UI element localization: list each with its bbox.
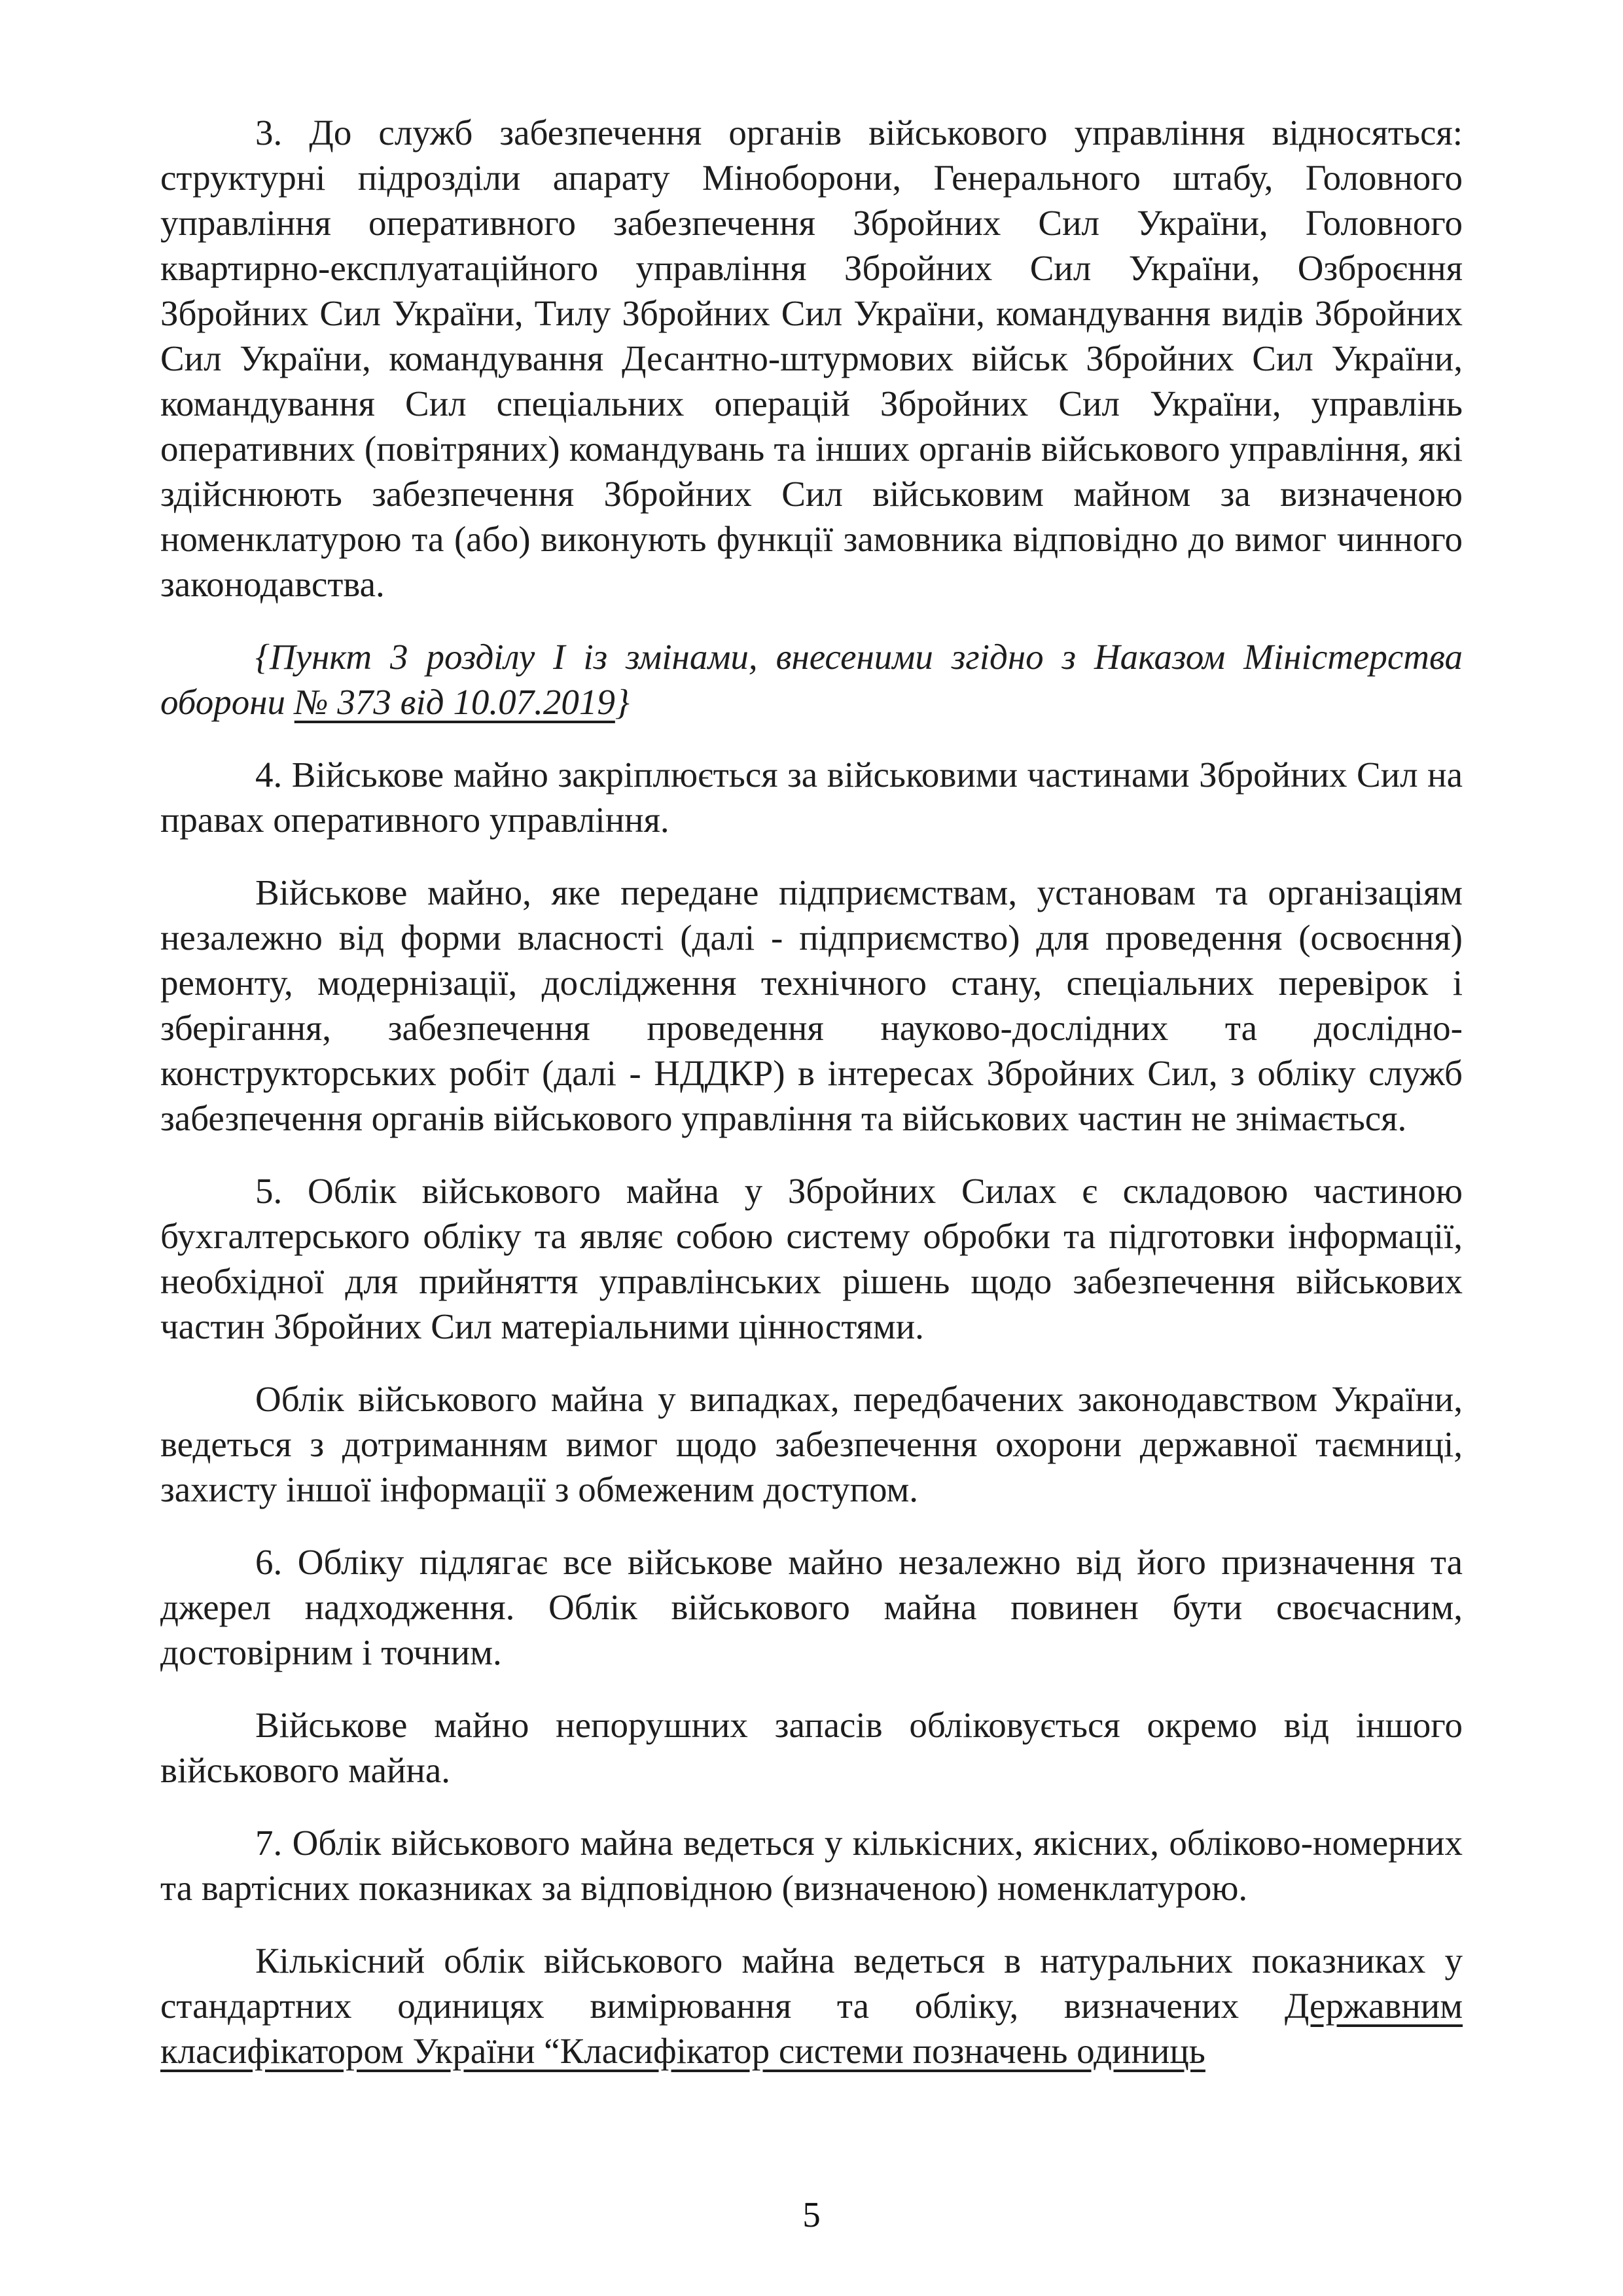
paragraph-4 [160, 752, 1463, 842]
paragraph-5-cont [160, 1376, 1463, 1512]
paragraph-4-cont [160, 870, 1463, 1141]
paragraph-7 [160, 1820, 1463, 1910]
text-run: Військове майно, яке передане підприємствам, установам та організаціям незалежно від форми власності (далі - підприємство) для проведення (освоєння) ремонту, модернізації, дослідження технічного стану, спеціальних перевірок і зберігання, забезпечення проведення науково-дослідних та дослідно-конструкторських робіт (далі - НДДКР) в інтересах Збройних Сил, з обліку служб забезпечення органів військового управління та військових частин не знімається. [160, 872, 1463, 1138]
paragraph-6 [160, 1539, 1463, 1675]
paragraph-5 [160, 1168, 1463, 1349]
text-run: 4. Військове майно закріплюється за військовими частинами Збройних Сил на правах оперативного управління. [160, 755, 1463, 840]
document-body [160, 110, 1463, 2101]
text-run: Кількісний облік військового майна ведеться в натуральних показниках у стандартних одиницях вимірювання та обліку, визначених [160, 1941, 1463, 2026]
paragraph-3 [160, 110, 1463, 607]
paragraph-7-cont [160, 1938, 1463, 2073]
text-run: {Пункт 3 розділу I із змінами, внесеними згідно з Наказом Міністерства оборони [160, 637, 1463, 722]
link-state-units-classifier[interactable]: Державним класифікатором України “Класифікатор системи позначень одиниць [160, 1986, 1463, 2071]
amendment-note [160, 634, 1463, 725]
paragraph-6-cont [160, 1702, 1463, 1793]
text-run: 3. До служб забезпечення органів військового управління відносяться: структурні підрозділи апарату Міноборони, Генерального штабу, Головного управління оперативного забезпечення Збройних Сил України, Головного квартирно-експлуатаційного управління Збройних Сил України, Озброєння Збройних Сил України, Тилу Збройних Сил України, командування видів Збройних Сил України, командування Десантно-штурмових військ Збройних Сил України, командування Сил спеціальних операцій Збройних Сил України, управлінь оперативних (повітряних) командувань та інших органів військового управління, які здійснюють забезпечення Збройних Сил військовим майном за визначеною номенклатурою та (або) виконують функції замовника відповідно до вимог чинного законодавства. [160, 113, 1463, 604]
text-run: 6. Обліку підлягає все військове майно незалежно від його призначення та джерел надходження. Облік військового майна повинен бути своєчасним, достовірним і точним. [160, 1542, 1463, 1672]
text-run: 7. Облік військового майна ведеться у кількісних, якісних, обліково-номерних та вартісних показниках за відповідною (визначеною) номенклатурою. [160, 1823, 1463, 1908]
text-run: 5. Облік військового майна у Збройних Силах є складовою частиною бухгалтерського обліку та являє собою систему обробки та підготовки інформації, необхідної для прийняття управлінських рішень щодо забезпечення військових частин Збройних Сил матеріальними цінностями. [160, 1171, 1463, 1346]
link-order-373-10-07-2019[interactable]: № 373 від 10.07.2019 [294, 682, 615, 722]
text-run: Облік військового майна у випадках, передбачених законодавством України, ведеться з дотриманням вимог щодо забезпечення охорони державної таємниці, захисту іншої інформації з обмеженим доступом. [160, 1379, 1463, 1509]
text-run: } [615, 682, 630, 722]
text-run: Військове майно непорушних запасів обліковується окремо від іншого військового майна. [160, 1705, 1463, 1790]
page-number: 5 [802, 2195, 821, 2234]
